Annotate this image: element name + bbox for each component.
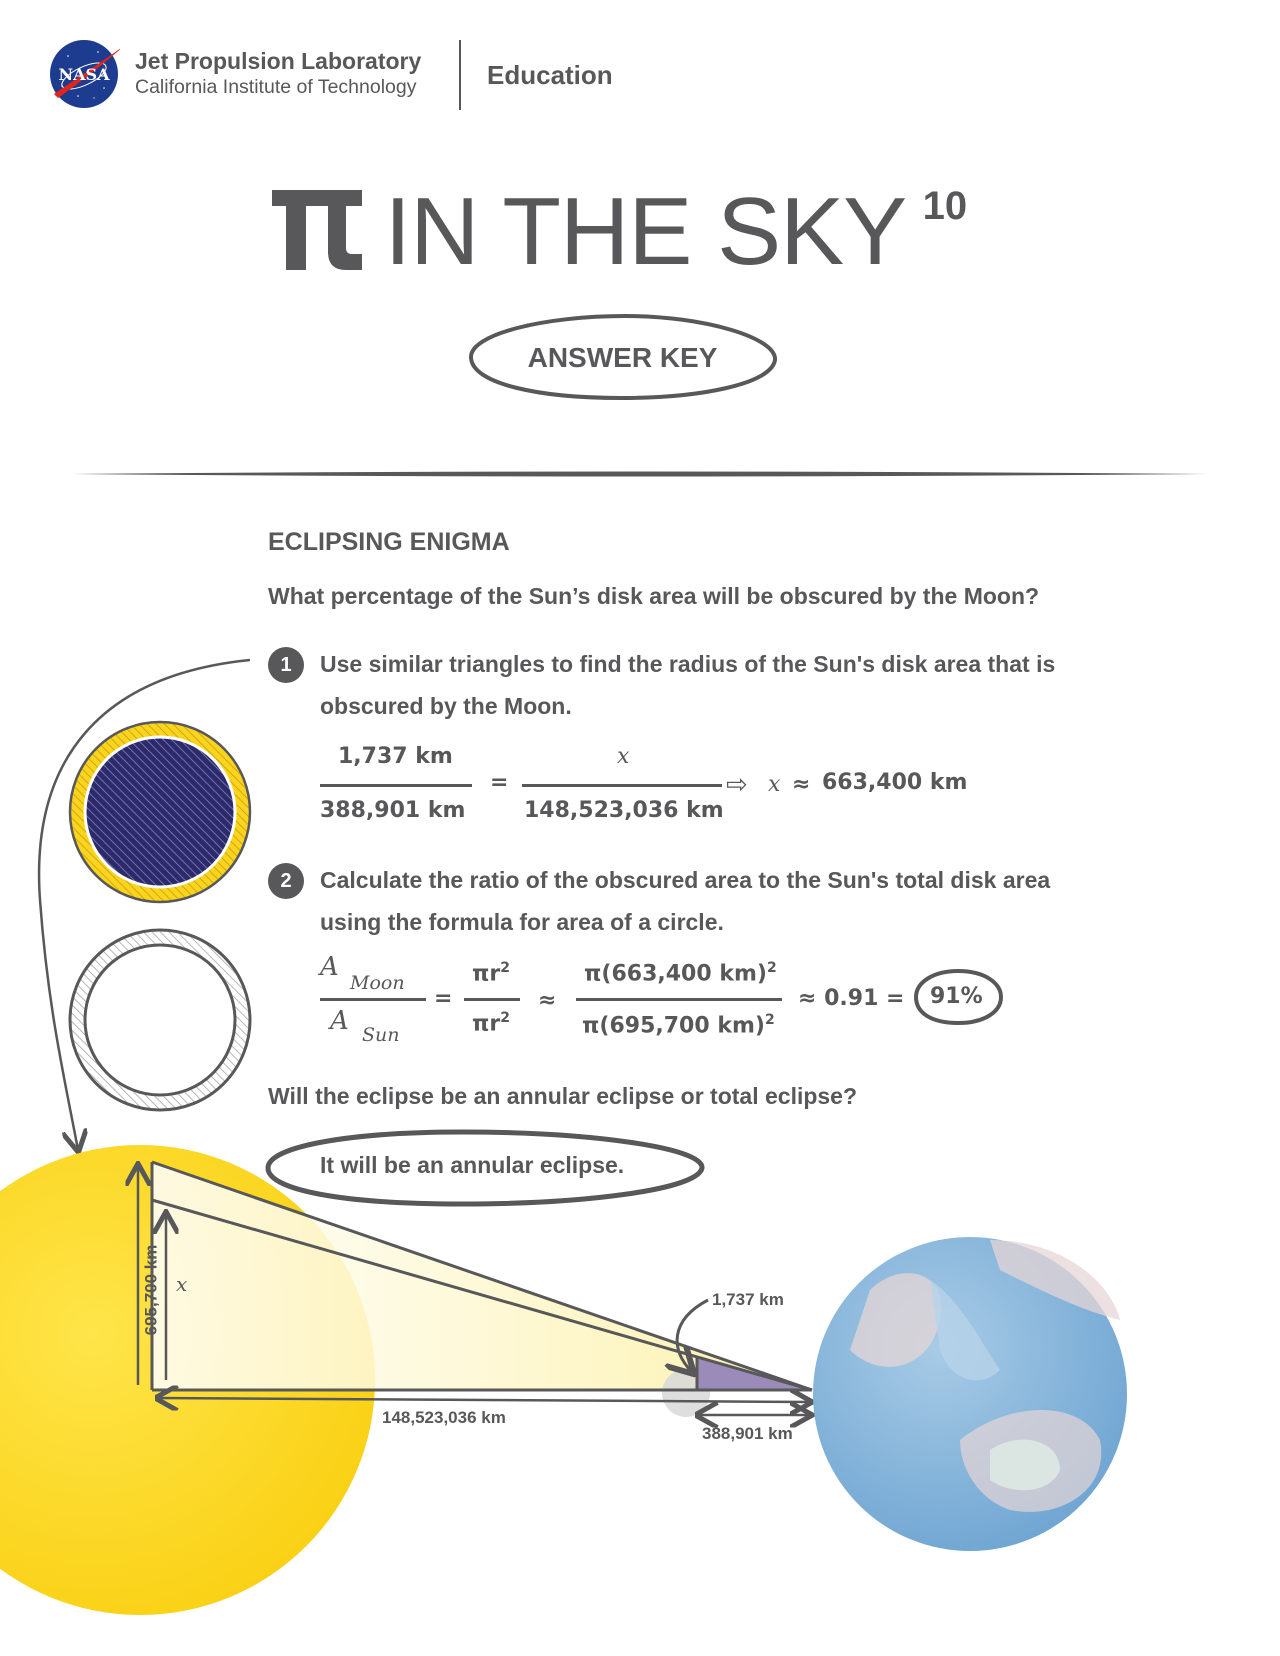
moon-earth-distance-label: 388,901 km (702, 1424, 793, 1443)
step-1-badge: 1 (268, 647, 304, 683)
title-number: 10 (922, 184, 968, 228)
pir-numerator: $\pi r^2$ (472, 960, 511, 987)
eq1-right-denominator: 148,523,036 km (524, 798, 724, 823)
sun-earth-distance-label: 148,523,036 km (382, 1408, 506, 1427)
problem-title: ECLIPSING ENIGMA (268, 528, 510, 556)
earth-illustration (813, 1237, 1127, 1551)
ratio-den-A: A (330, 1006, 349, 1036)
implies-arrow-icon: ⇨ (726, 770, 748, 800)
ratio-den-sub: Sun (362, 1024, 400, 1046)
eq2-equals: = (434, 986, 453, 1011)
step-2-line-2: using the formula for area of a circle. (320, 909, 724, 935)
eq2-result: ≈ 0.91 = (798, 986, 905, 1011)
eq1-right-numerator: x (617, 744, 630, 769)
org-name: Jet Propulsion Laboratory (135, 48, 422, 74)
ratio-num-A: A (320, 952, 339, 982)
moon-radius-label: 1,737 km (712, 1290, 784, 1309)
pir-denominator: $\pi r^2$ (472, 1010, 511, 1037)
ratio-num-sub: Moon (350, 972, 405, 994)
step-2-line-1: Calculate the ratio of the obscured area to the Sun's total disk area (320, 867, 1051, 893)
step-1-line-2: obscured by the Moon. (320, 693, 572, 719)
step-1-line-1: Use similar triangles to find the radius of the Sun's disk area that is (320, 651, 1056, 677)
title-text: IN THE SKY (384, 178, 907, 285)
sun-outline-ring-icon (70, 930, 250, 1110)
value-numerator: π(663,400 km)$^2$ (584, 960, 777, 987)
eq1-left-denominator: 388,901 km (320, 798, 466, 823)
svg-text:NASA: NASA (58, 65, 110, 84)
answer-key-badge: ANSWER KEY (527, 342, 718, 373)
x-label: x (176, 1272, 188, 1296)
eclipse-answer-text: It will be an annular eclipse. (320, 1152, 625, 1178)
org-subtitle: California Institute of Technology (135, 76, 417, 98)
eclipse-type-question: Will the eclipse be an annular eclipse or total eclipse? (268, 1083, 858, 1109)
eq1-equals: = (490, 770, 509, 795)
value-denominator: π(695,700 km)$^2$ (582, 1012, 775, 1039)
eq1-result-var: x (768, 772, 781, 797)
sun-radius-label: 695,700 km (141, 1244, 161, 1336)
eq1-result-value: 663,400 km (822, 770, 968, 795)
eq1-result-op: ≈ (792, 772, 811, 797)
step-2-badge: 2 (268, 863, 304, 899)
answer-percentage: 91% (930, 984, 983, 1009)
eq1-left-numerator: 1,737 km (338, 744, 453, 769)
eq2-approx: ≈ (538, 988, 557, 1013)
section-link-education[interactable]: Education (487, 60, 613, 90)
problem-question: What percentage of the Sun’s disk area will be obscured by the Moon? (268, 583, 1040, 609)
annular-eclipse-icon (70, 722, 250, 902)
